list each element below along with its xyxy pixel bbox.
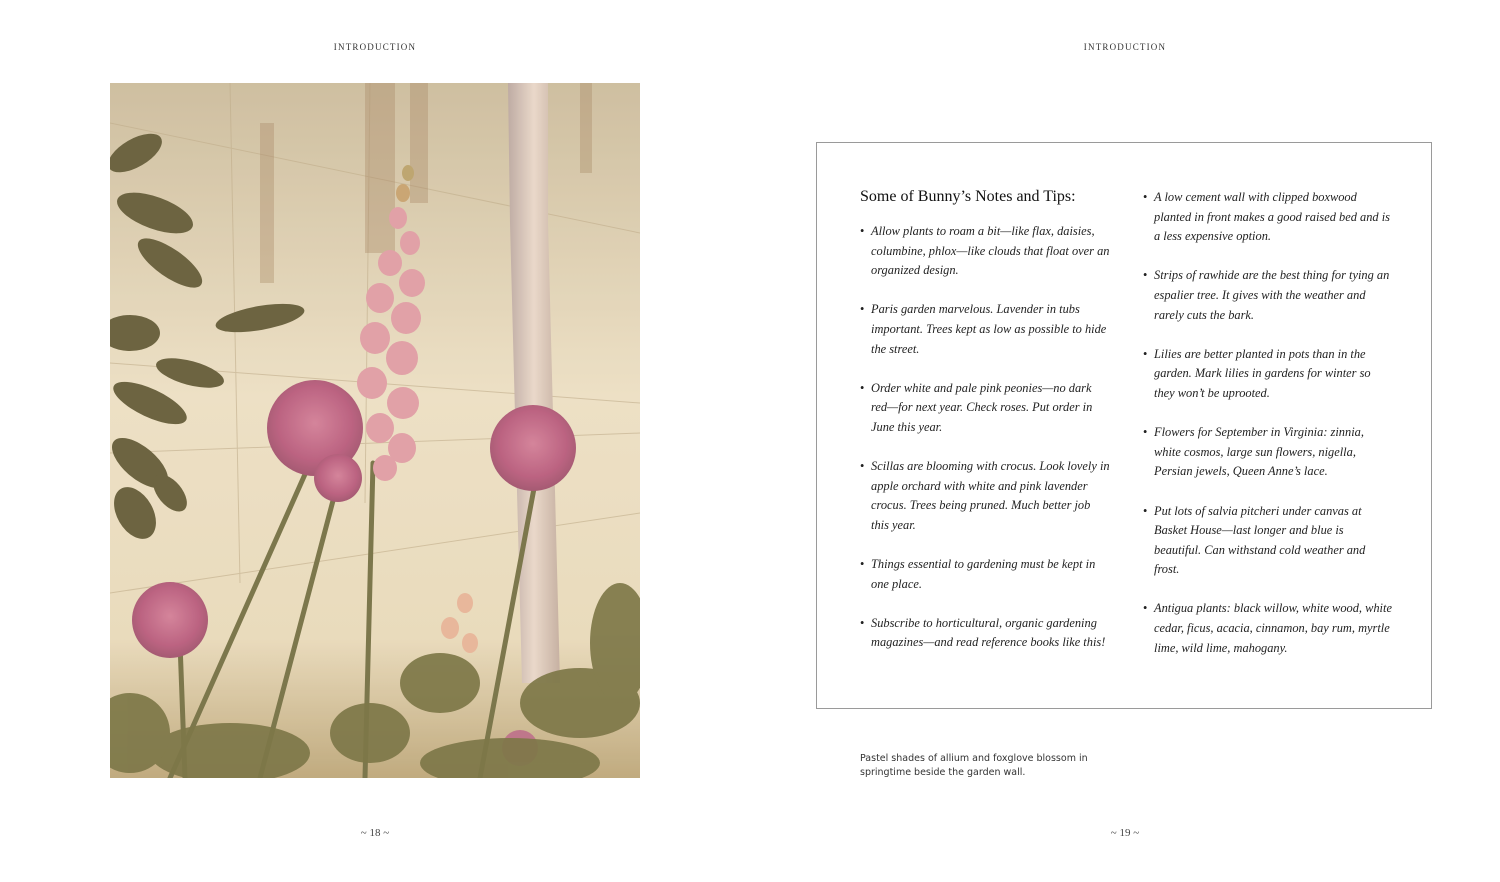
tip-text: Things essential to gardening must be kept in one place. [871, 557, 1096, 591]
running-head-right: INTRODUCTION [1083, 42, 1167, 52]
tip-item [1143, 188, 1393, 247]
tips-list-left [860, 222, 1110, 653]
bullet-icon: • [1143, 346, 1148, 361]
tip-text: A low cement wall with clipped boxwood planted in front makes a good raised bed and is a less expensive option. [1154, 190, 1390, 244]
notes-and-tips-box [816, 142, 1432, 709]
tip-text: Antigua plants: black willow, white wood, white cedar, ficus, acacia, cinnamon, bay rum, myrtle lime, wild lime, mahogany. [1154, 601, 1392, 655]
photo-caption: Pastel shades of allium and foxglove blossom in springtime beside the garden wall. [860, 753, 1088, 778]
tip-item [1143, 266, 1393, 325]
tip-item [1143, 423, 1393, 482]
tip-item [860, 300, 1110, 359]
bullet-icon: • [1143, 190, 1148, 204]
garden-photo-illustration [110, 83, 640, 778]
tip-text: Lilies are better planted in pots than in the garden. Mark lilies in gardens for winter so they won’t be uprooted. [1154, 346, 1371, 400]
running-head-left: INTRODUCTION [333, 42, 417, 52]
tips-list-right [1143, 188, 1393, 658]
tip-text: Strips of rawhide are the best thing for tying an espalier tree. It gives with the weather and rarely cuts the bark. [1154, 268, 1390, 322]
tip-text: Paris garden marvelous. Lavender in tubs important. Trees kept as low as possible to hide the street. [871, 302, 1107, 356]
tip-text: Allow plants to roam a bit—like flax, daisies, columbine, phlox—like clouds that float over an organized design. [871, 224, 1110, 278]
tip-item [860, 222, 1110, 281]
tip-item [1143, 599, 1393, 658]
garden-photo [110, 83, 640, 778]
bullet-icon: • [860, 557, 865, 572]
bullet-icon: • [1143, 425, 1148, 440]
notes-left-column [860, 143, 1110, 673]
bullet-icon: • [1143, 268, 1148, 283]
bullet-icon: • [1143, 601, 1148, 616]
page-number-right: ~ 19 ~ [1110, 827, 1140, 839]
tip-item [860, 555, 1110, 594]
bullet-icon: • [860, 302, 865, 317]
bullet-icon: • [860, 224, 865, 238]
tip-text: Flowers for September in Virginia: zinnia, white cosmos, large sun flowers, nigella, Persian jewels, Queen Anne’s lace. [1154, 425, 1364, 479]
tip-item [860, 379, 1110, 438]
notes-right-column [1143, 143, 1393, 678]
tip-item [1143, 345, 1393, 404]
notes-box-title: Some of Bunny’s Notes and Tips: [860, 188, 1076, 205]
bullet-icon: • [860, 459, 865, 474]
tip-item [860, 614, 1110, 653]
tip-text: Scillas are blooming with crocus. Look lovely in apple orchard with white and pink lavender crocus. Trees being pruned. Much better job this year. [871, 459, 1110, 532]
tip-item [860, 457, 1110, 535]
tip-text: Subscribe to horticultural, organic gardening magazines—and read reference books like this! [871, 615, 1106, 650]
page-number-left: ~ 18 ~ [360, 827, 390, 839]
bullet-icon: • [860, 380, 865, 395]
bullet-icon: • [860, 615, 865, 630]
tip-item [1143, 502, 1393, 580]
bullet-icon: • [1143, 503, 1148, 518]
tip-text: Put lots of salvia pitcheri under canvas at Basket House—last longer and blue is beautiful. Can withstand cold weather and frost. [1154, 503, 1366, 577]
tip-text: Order white and pale pink peonies—no dark red—for next year. Check roses. Put order in June this year. [871, 380, 1093, 434]
